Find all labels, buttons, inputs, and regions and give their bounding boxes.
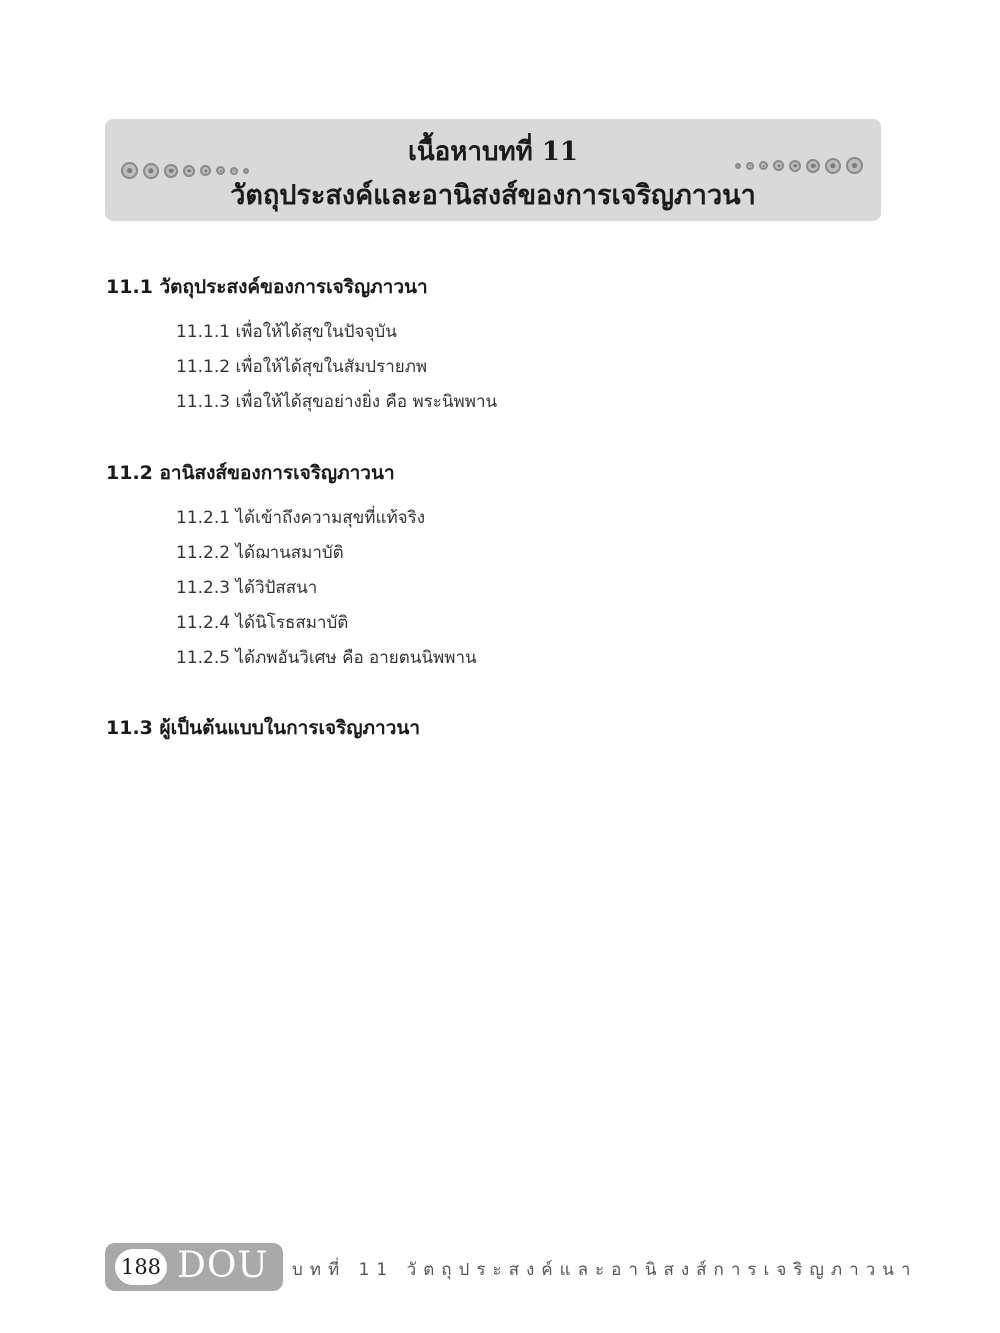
brand-logo: DOU xyxy=(177,1245,269,1286)
footer-badge xyxy=(105,1243,283,1291)
chapter-label: เนื้อหาบทที่ 11 xyxy=(407,137,579,167)
chapter-title: วัตถุประสงค์และอานิสงส์ของการเจริญภาวนา xyxy=(230,180,756,211)
list-item: 11.2.1 ได้เข้าถึงความสุขที่แท้จริง xyxy=(176,508,426,528)
page-number: 188 xyxy=(115,1249,167,1285)
list-item: 11.2.5 ได้ภพอันวิเศษ คือ อายตนนิพพาน xyxy=(176,648,477,668)
section-heading: 11.2 อานิสงส์ของการเจริญภาวนา xyxy=(106,462,395,484)
footer-caption: บทที่ 11 วัตถุประสงค์และอานิสงส์การเจริญภาวนา xyxy=(292,1260,918,1280)
list-item: 11.1.2 เพื่อให้ได้สุขในสัมปรายภพ xyxy=(176,357,428,377)
section-heading: 11.1 วัตถุประสงค์ของการเจริญภาวนา xyxy=(106,276,428,298)
list-item: 11.1.1 เพื่อให้ได้สุขในปัจจุบัน xyxy=(176,322,397,342)
list-item: 11.2.3 ได้วิปัสสนา xyxy=(176,578,318,598)
list-item: 11.2.2 ได้ฌานสมาบัติ xyxy=(176,543,344,563)
list-item: 11.1.3 เพื่อให้ได้สุขอย่างยิ่ง คือ พระนิพพาน xyxy=(176,392,498,412)
chapter-header-box xyxy=(105,119,881,221)
section-heading: 11.3 ผู้เป็นต้นแบบในการเจริญภาวนา xyxy=(106,717,421,739)
list-item: 11.2.4 ได้นิโรธสมาบัติ xyxy=(176,613,349,633)
